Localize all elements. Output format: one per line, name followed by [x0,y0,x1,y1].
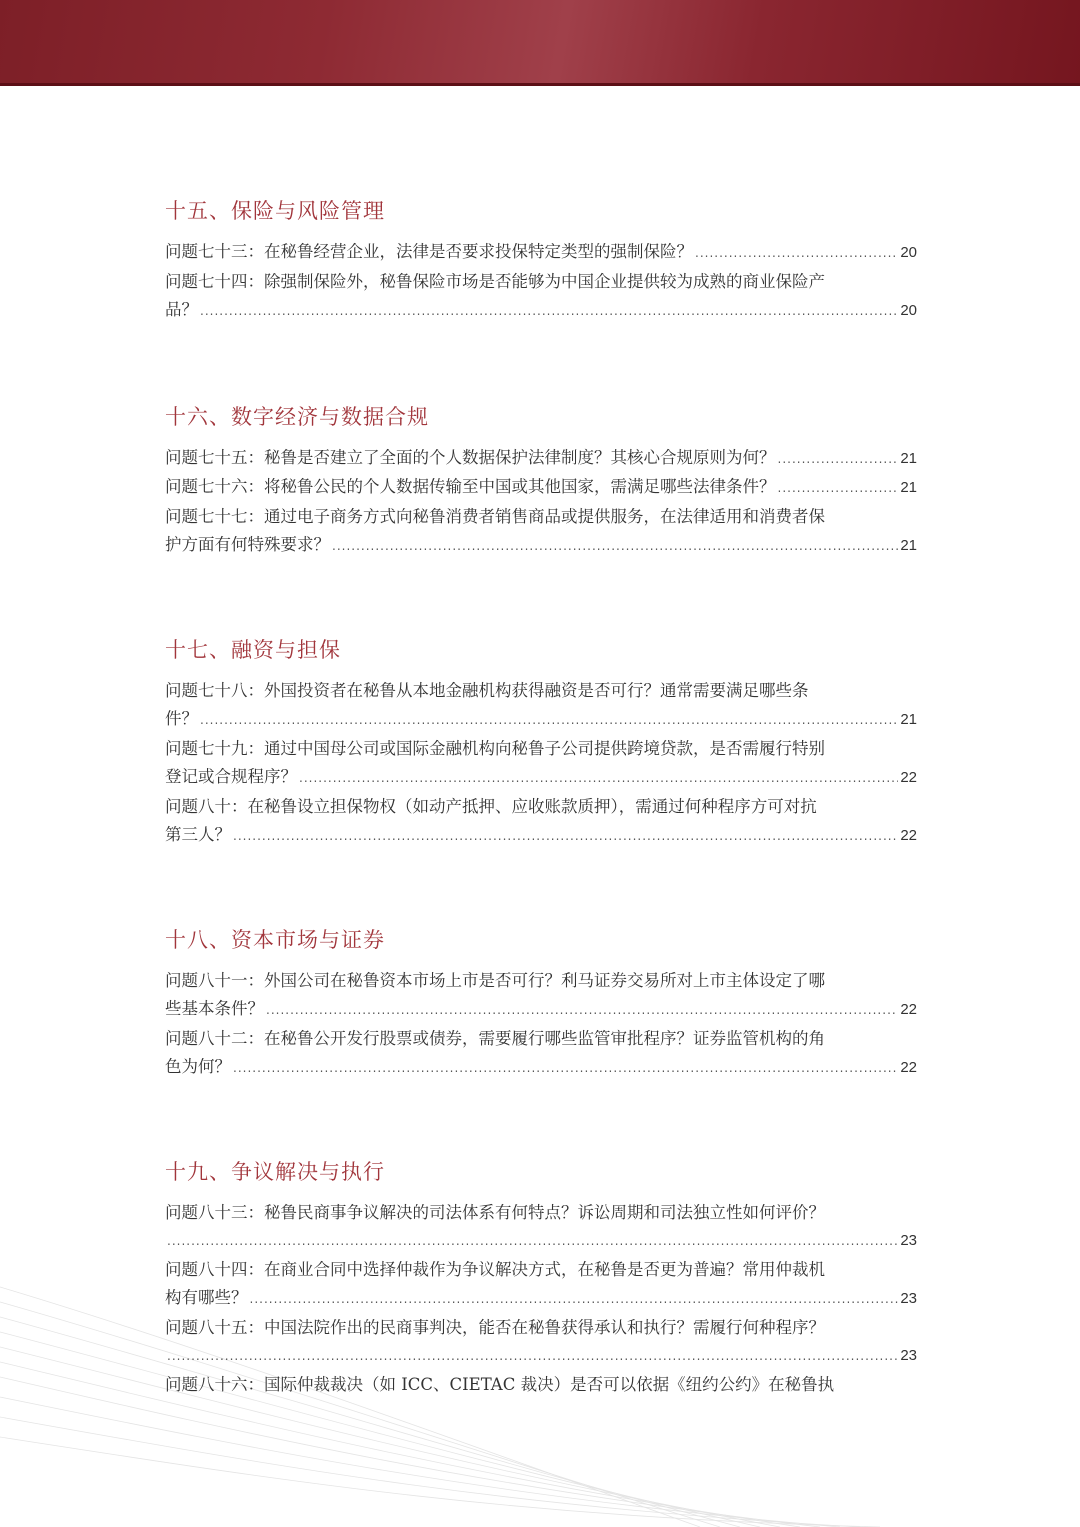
dot-leader [266,996,898,1025]
toc-section [165,925,917,1083]
page-number: 21 [900,711,917,728]
toc-entry-line [165,444,917,474]
toc-entry-line [165,296,917,326]
toc-entry[interactable] [165,268,917,326]
toc-section [165,196,917,326]
toc-entry-line [165,1227,917,1256]
top-banner [0,0,1080,86]
page-number: 21 [900,479,917,496]
page-number: 22 [900,769,917,786]
toc-entry-text: 第三人？ [165,825,231,844]
page-number: 21 [900,449,917,467]
dot-leader [332,532,898,561]
toc-entry-text: 问题七十九：通过中国母公司或国际金融机构向秘鲁子公司提供跨境贷款，是否需履行特别 [165,738,825,758]
toc-section [165,402,917,561]
toc-entry-text: 问题七十五：秘鲁是否建立了全面的个人数据保护法律制度？其核心合规原则为何？ [165,447,776,467]
toc-entry-text: 问题八十五：中国法院作出的民商事判决，能否在秘鲁获得承认和执行？需履行何种程序？ [165,1317,825,1337]
page-number: 23 [900,1232,917,1249]
toc-entry-text: 问题八十二：在秘鲁公开发行股票或债券，需要履行哪些监管审批程序？证券监管机构的角 [165,1028,825,1048]
toc-entry-text: 问题八十一：外国公司在秘鲁资本市场上市是否可行？利马证券交易所对上市主体设定了哪 [165,970,825,990]
toc-entry-text: 问题八十四：在商业合同中选择仲裁作为争议解决方式，在秘鲁是否更为普遍？常用仲裁机 [165,1259,825,1279]
dot-leader [233,1054,898,1083]
dot-leader [200,706,898,735]
table-of-contents [165,196,917,1399]
toc-entry-line [165,531,917,561]
dot-leader [167,1342,898,1371]
toc-entry-line [165,473,917,503]
toc-entry-line [165,995,917,1025]
toc-entry-line [165,705,917,735]
page-number: 20 [900,244,917,261]
toc-entry-line [165,1284,917,1314]
page-number: 23 [900,1290,917,1307]
toc-entry-line [165,1053,917,1083]
toc-entry[interactable] [165,1025,917,1083]
toc-entry-text: 登记或合规程序？ [165,767,297,786]
toc-entry-text: 问题八十：在秘鲁设立担保物权（如动产抵押、应收账款质押），需通过何种程序方可对抗 [165,796,817,816]
section-title: 十九、争议解决与执行 [165,1159,385,1184]
toc-entry-text: 构有哪些？ [165,1288,248,1307]
toc-entry[interactable] [165,1371,917,1400]
dot-leader [695,239,898,268]
toc-entry-text: 些基本条件？ [165,999,264,1018]
toc-section [165,635,917,851]
toc-entry[interactable] [165,473,917,503]
toc-entry[interactable] [165,1256,917,1314]
toc-entry-text: 问题七十四：除强制保险外，秘鲁保险市场是否能够为中国企业提供较为成熟的商业保险产 [165,271,825,291]
toc-entry[interactable] [165,677,917,735]
toc-entry[interactable] [165,1314,917,1371]
toc-entry-text: 护方面有何特殊要求？ [165,535,330,554]
toc-entry[interactable] [165,967,917,1025]
page-number: 23 [900,1347,917,1364]
toc-entry[interactable] [165,503,917,561]
dot-leader [200,297,898,326]
page-number: 21 [900,537,917,554]
section-title: 十八、资本市场与证券 [165,927,385,952]
toc-entry-text: 问题八十三：秘鲁民商事争议解决的司法体系有何特点？诉讼周期和司法独立性如何评价？ [165,1202,825,1222]
dot-leader [250,1285,899,1314]
toc-entry-text: 色为何？ [165,1057,231,1076]
toc-entry[interactable] [165,1199,917,1256]
toc-entry[interactable] [165,735,917,793]
dot-leader [778,474,899,503]
toc-entry-text: 品？ [165,300,198,319]
toc-entry-text: 问题七十三：在秘鲁经营企业，法律是否要求投保特定类型的强制保险？ [165,242,693,261]
toc-entry-line [165,821,917,851]
section-title: 十六、数字经济与数据合规 [165,404,429,429]
page-number: 22 [900,827,917,844]
toc-entry-text: 问题七十八：外国投资者在秘鲁从本地金融机构获得融资是否可行？通常需要满足哪些条 [165,680,809,700]
toc-entry-text: 问题七十七：通过电子商务方式向秘鲁消费者销售商品或提供服务，在法律适用和消费者保 [165,506,825,526]
toc-entry-line [165,238,917,268]
toc-entry-text: 问题七十六：将秘鲁公民的个人数据传输至中国或其他国家，需满足哪些法律条件？ [165,477,776,496]
section-title: 十五、保险与风险管理 [165,199,385,223]
toc-entry[interactable] [165,793,917,851]
dot-leader [778,445,899,474]
page-number: 20 [900,302,917,319]
toc-entry-text: 件？ [165,709,198,728]
section-title: 十七、融资与担保 [165,637,341,662]
toc-entry-line [165,1342,917,1371]
dot-leader [299,764,898,793]
toc-entry-text: 问题八十六：国际仲裁裁决（如 ICC、CIETAC 裁决）是否可以依据《纽约公约》在秘鲁执 [165,1374,835,1394]
page-number: 22 [900,1059,917,1076]
toc-entry[interactable] [165,238,917,268]
dot-leader [167,1227,898,1256]
toc-entry[interactable] [165,444,917,474]
dot-leader [233,822,898,851]
toc-section [165,1157,917,1400]
toc-entry-line [165,763,917,793]
page-number: 22 [900,1001,917,1018]
